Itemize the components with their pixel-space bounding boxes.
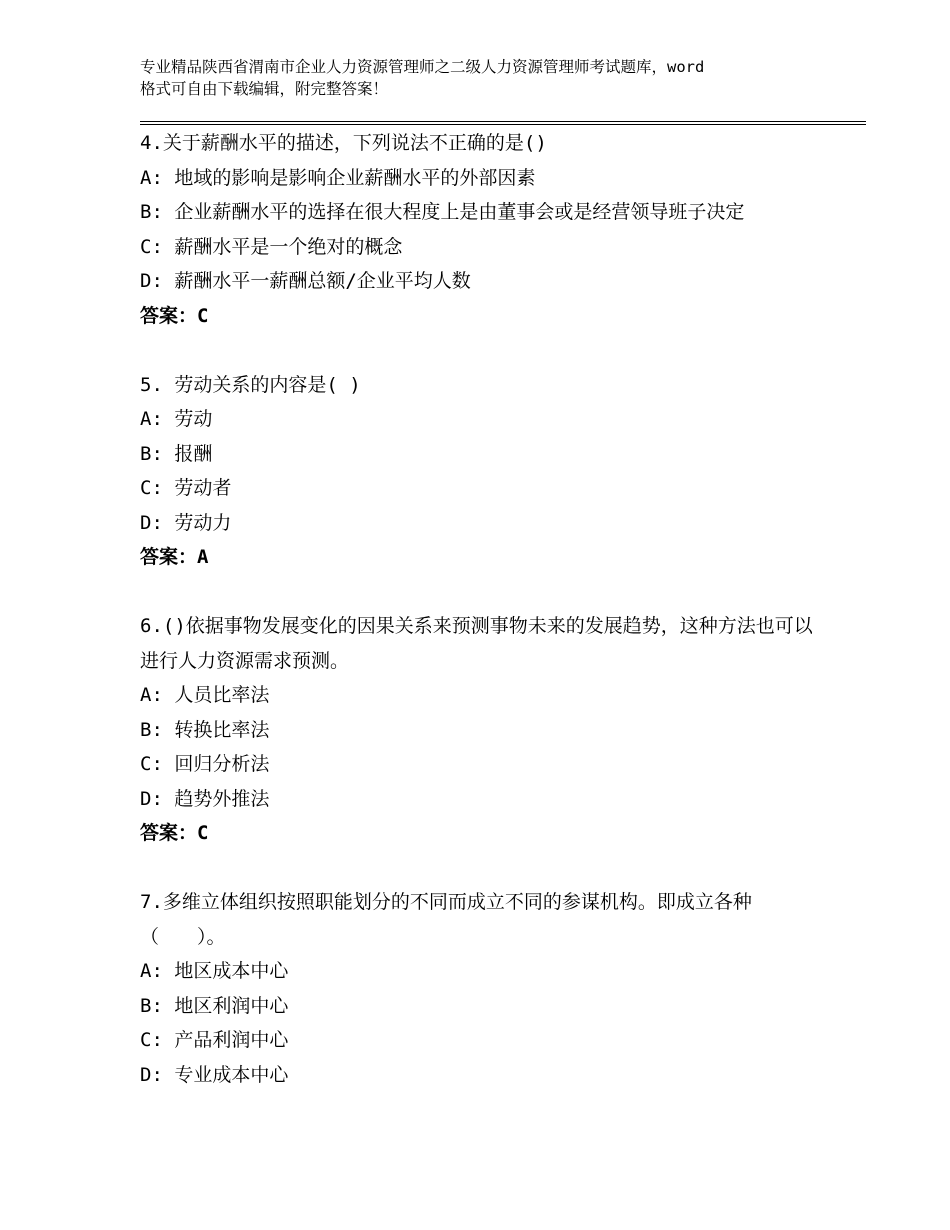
option-b: B: 报酬: [140, 442, 213, 465]
option-c: C: 劳动者: [140, 477, 232, 499]
question-text: 6.()依据事物发展变化的因果关系来预测事物未来的发展趋势，这种方法也可以进行人力资源需求预测。: [140, 615, 813, 672]
question-text: 7.多维立体组织按照职能划分的不同而成立不同的参谋机构。即成立各种（ ）。: [140, 891, 752, 948]
option-c: C: 回归分析法: [140, 753, 270, 775]
option-d: D: 劳动力: [140, 511, 232, 534]
header-divider-top: [140, 121, 866, 122]
header-line-1: 专业精品陕西省渭南市企业人力资源管理师之二级人力资源管理师考试题库，word: [140, 58, 705, 76]
option-a: A: 劳动: [140, 408, 213, 430]
option-d: D: 薪酬水平一薪酬总额/企业平均人数: [140, 270, 471, 292]
question-4: [140, 126, 820, 333]
question-6: [140, 609, 820, 851]
option-b: B: 转换比率法: [140, 718, 270, 741]
question-text: 5. 劳动关系的内容是( ): [140, 373, 361, 396]
answer: 答案：A: [140, 546, 209, 568]
header-divider-bottom: [140, 124, 866, 125]
question-5: [140, 368, 820, 575]
document-header: [140, 56, 830, 100]
question-list: [140, 126, 820, 1092]
option-a: A: 地区成本中心: [140, 960, 289, 982]
option-a: A: 人员比率法: [140, 684, 270, 706]
answer: 答案：C: [140, 304, 209, 327]
option-b: B: 地区利润中心: [140, 994, 289, 1017]
option-d: D: 趋势外推法: [140, 787, 270, 810]
answer: 答案：C: [140, 822, 209, 844]
option-a: A: 地域的影响是影响企业薪酬水平的外部因素: [140, 166, 536, 189]
question-7: [140, 885, 820, 1092]
option-b: B: 企业薪酬水平的选择在很大程度上是由董事会或是经营领导班子决定: [140, 201, 745, 223]
option-d: D: 专业成本中心: [140, 1063, 289, 1086]
option-c: C: 产品利润中心: [140, 1029, 289, 1051]
header-line-2: 格式可自由下载编辑，附完整答案！: [140, 80, 389, 98]
option-c: C: 薪酬水平是一个绝对的概念: [140, 235, 403, 258]
question-text: 4.关于薪酬水平的描述，下列说法不正确的是(): [140, 132, 547, 154]
